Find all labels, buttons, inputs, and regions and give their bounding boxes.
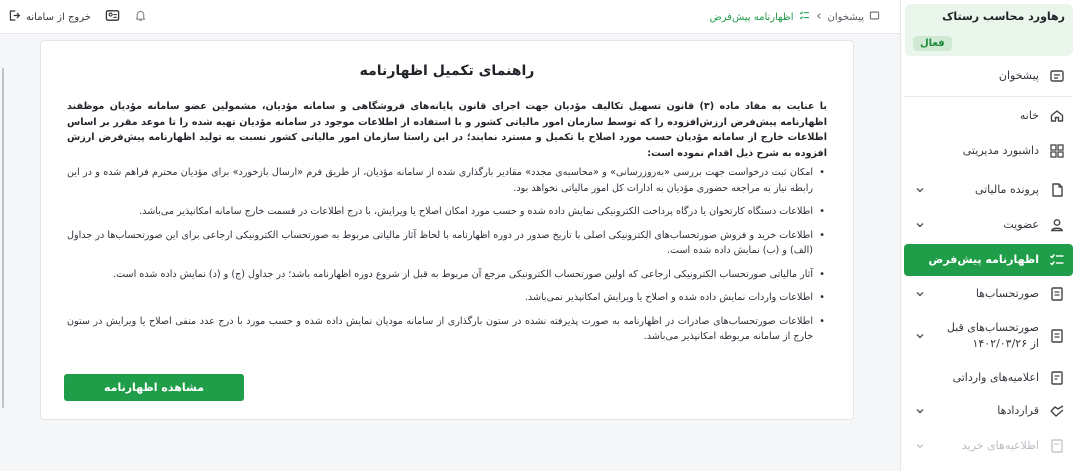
- chevron-down-icon: [914, 288, 926, 300]
- breadcrumb-current: اظهارنامه پیش‌فرض: [709, 11, 794, 23]
- sidebar-item-label: عضویت: [1003, 218, 1039, 232]
- page-title: راهنمای تکمیل اظهارنامه: [359, 63, 535, 79]
- purchase-icon: [1049, 438, 1065, 454]
- grid-icon: [1049, 143, 1065, 159]
- user-icon: [1049, 217, 1065, 233]
- intro-paragraph: با عنایت به مفاد ماده (۳) قانون تسهیل تکالیف مؤدیان جهت اجرای قانون پایانه‌های فروشگاهی و سامانه مؤدیان، مشمولین عضو سامانه مؤدیان موظفند اظهارنامه پیش‌فرض ارزش‌افزوده را که توسط سازمان امور مالیاتی کشور و با استفاده از اطلاعات موجود در سامانه مؤدیان تهیه شده را تا موعد مقرر بر اساس اطلاعات خارج از سامانه مؤدیان حسب مورد اصلاح یا تکمیل و مسترد نمایند؛ در این راستا سازمان امور مالیاتی کشور نسبت به تولید اظهارنامه پیش‌فرض ارزش افزوده به شرح ذیل اقدام نموده است:: [67, 101, 827, 159]
- chevron-down-icon: [914, 405, 926, 417]
- sidebar-item-label: صورتحساب‌ها: [975, 287, 1039, 301]
- breadcrumb: [710, 10, 880, 24]
- sidebar-item-label: اظهارنامه پیش‌فرض: [928, 253, 1039, 267]
- sidebar-item-contracts[interactable]: [904, 395, 1073, 427]
- company-name: رهاورد محاسب رستاک: [942, 10, 1065, 23]
- list-item: • اطلاعات واردات نمایش داده شده و اصلاح یا ویرایش امکانپذیر نمی‌باشد.: [67, 290, 827, 306]
- chevron-left-icon: [815, 12, 823, 23]
- chevron-down-icon: [914, 184, 926, 196]
- list-item: • اطلاعات دستگاه کارتخوان یا درگاه پرداخت الکترونیکی نمایش داده شده و حسب مورد امکان اصلاح یا ویرایش، با درج اطلاعات در قسمت خارج سامانه امکانپذیر می‌باشد.: [67, 204, 827, 220]
- receipt-icon: [1049, 328, 1065, 344]
- sidebar-item-label: پرونده مالیاتی: [974, 183, 1039, 197]
- list-item: • امکان ثبت درخواست جهت بررسی «به‌روزرسانی» و «محاسبه‌ی مجدد» مقادیر بارگذاری شده از سامانه مؤدیان، از طریق فرم «ارسال بازخورد» برای مؤدیان محترم فراهم شده و در این رابطه نیاز به مراجعه حضوری مؤدیان به ادارات کل امور مالیاتی نخواهد بود.: [67, 165, 827, 196]
- checklist-icon: [1049, 252, 1065, 268]
- import-icon: [1049, 370, 1065, 386]
- sidebar-item-label: اطلاعیه‌های خرید: [961, 439, 1039, 453]
- list-item: • اطلاعات صورتحساب‌های صادرات در اظهارنامه به صورت پذیرفته نشده در ستون بارگذاری از سامانه مودیان نمایش داده شده و حسب مورد با درج عدد منفی اصلاح یا ویرایش در ستون خارج از سامانه مربوطه امکانپذیر می‌باشد.: [67, 314, 827, 345]
- sidebar: [900, 0, 1077, 471]
- bell-icon[interactable]: [134, 9, 147, 25]
- checklist-icon: [799, 10, 810, 24]
- sidebar-item-label: داشبورد مدیریتی: [962, 144, 1039, 158]
- scrollbar[interactable]: [2, 68, 4, 408]
- sidebar-item-label: اعلامیه‌های وارداتی: [952, 371, 1039, 385]
- top-actions: [8, 8, 147, 26]
- sidebar-item-purchase-notices[interactable]: [904, 430, 1073, 462]
- list-item: • اطلاعات خرید و فروش صورتحساب‌های الکترونیکی اصلی با تاریخ صدور در دوره اظهارنامه با لحاظ آثار مالیاتی مربوط به صورتحساب الکترونیکی ارجاعی برای این صورتحساب‌ها در جداول (الف) و (ب) نمایش داده شده است.: [67, 228, 827, 259]
- sidebar-item-label: قراردادها: [997, 404, 1039, 418]
- contract-icon: [1049, 403, 1065, 419]
- sidebar-item-invoices[interactable]: [904, 278, 1073, 310]
- sidebar-item-management-dashboard[interactable]: [904, 135, 1073, 167]
- logout-button[interactable]: [8, 9, 91, 25]
- dashboard-icon: [869, 10, 880, 24]
- guide-card: [40, 40, 854, 420]
- dashboard-icon: [1049, 68, 1065, 84]
- topbar: [0, 0, 900, 34]
- list-item: • آثار مالیاتی صورتحساب الکترونیکی ارجاعی که اولین صورتحساب الکترونیکی مرجع آن مربوط به قبل از شروع دوره اظهارنامه باشد؛ در جداول (ج) و (د) نمایش داده شده است.: [67, 267, 827, 283]
- view-declaration-button[interactable]: مشاهده اظهارنامه: [64, 374, 244, 401]
- sidebar-item-tax-file[interactable]: [904, 174, 1073, 206]
- chevron-down-icon: [914, 330, 926, 342]
- sidebar-item-import-notices[interactable]: [904, 362, 1073, 394]
- sidebar-item-label: پیشخوان: [998, 69, 1039, 83]
- sidebar-divider: [904, 96, 1073, 97]
- logout-label: خروج از سامانه: [26, 11, 91, 23]
- sidebar-item-home[interactable]: [904, 100, 1073, 132]
- receipt-icon: [1049, 286, 1065, 302]
- sidebar-item-old-invoices[interactable]: [904, 316, 1073, 356]
- home-icon: [1049, 108, 1065, 124]
- sidebar-item-label: خانه: [1019, 109, 1039, 123]
- sidebar-item-dashboard[interactable]: [904, 60, 1073, 92]
- chevron-down-icon: [914, 440, 926, 452]
- file-icon: [1049, 182, 1065, 198]
- status-badge: فعال: [913, 36, 952, 51]
- company-card: [905, 4, 1073, 56]
- chevron-down-icon: [914, 219, 926, 231]
- user-switch-icon[interactable]: [105, 8, 120, 26]
- sidebar-item-membership[interactable]: [904, 209, 1073, 241]
- guide-list: [67, 165, 827, 353]
- logout-icon: [8, 9, 21, 25]
- breadcrumb-home-link[interactable]: پیشخوان: [827, 11, 864, 23]
- sidebar-item-label: صورتحساب‌های قبل از ۱۴۰۲/۰۳/۲۶: [946, 321, 1039, 350]
- sidebar-item-default-declaration[interactable]: [904, 244, 1073, 276]
